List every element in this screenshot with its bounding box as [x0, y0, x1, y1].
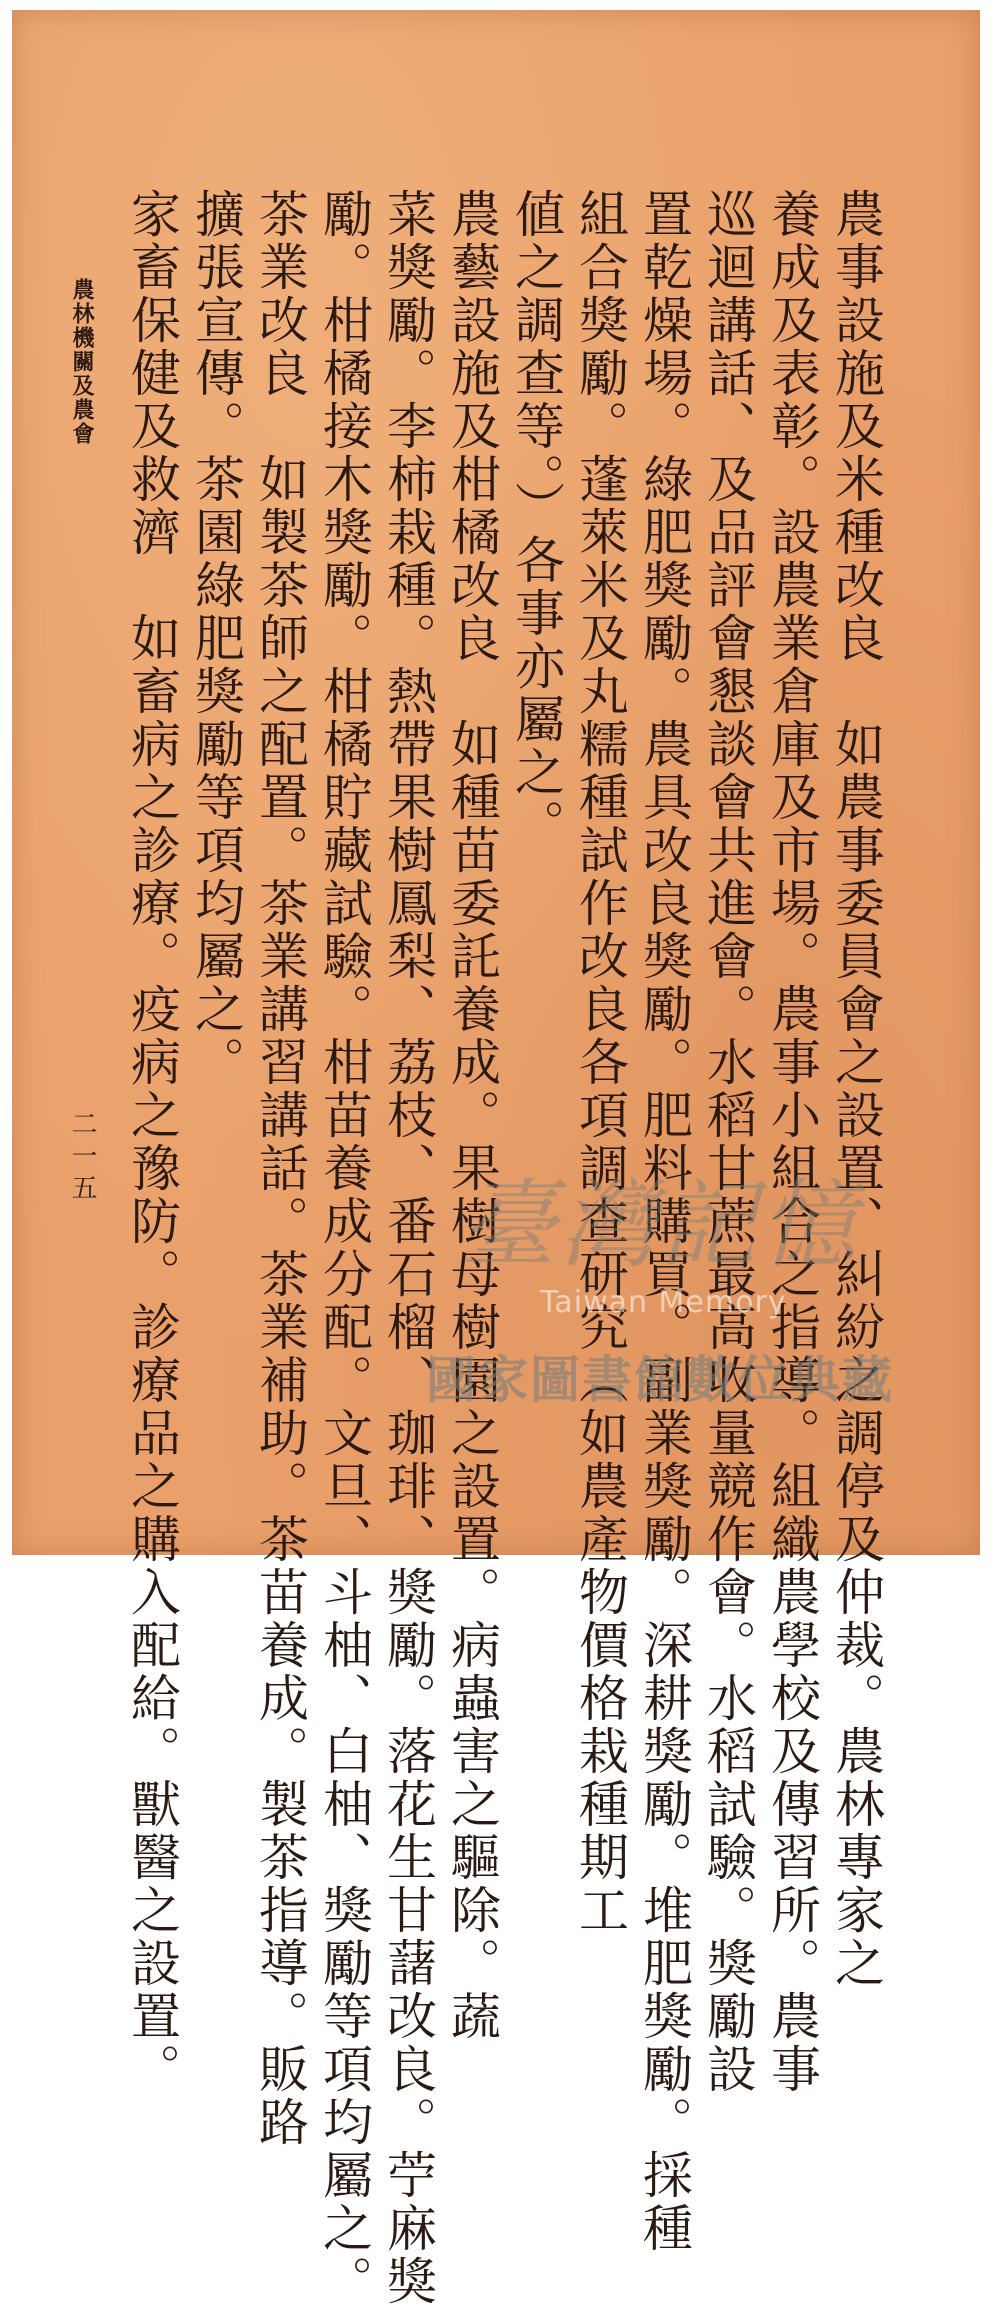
- text-column: 養成及表彰。設農業倉庫及市場。農事小組合之指導。組織農學校及傳習所。農事: [763, 188, 821, 2096]
- watermark-english: Taiwan Memory: [540, 1285, 787, 1320]
- text-column: 農事設施及米種改良 如農事委員會之設置、糾紛之調停及仲裁。農林專家之: [827, 188, 885, 1990]
- text-column: 値之調查等。）各事亦屬之。: [507, 188, 565, 852]
- text-column: 茶業改良 如製茶師之配置。茶業講習講話。茶業補助。茶苗養成。製茶指導。販路: [251, 188, 309, 2149]
- running-head: 農林機關及農會: [69, 278, 94, 446]
- document-page: [12, 10, 980, 2308]
- text-column: 組合獎勵。蓬萊米及丸糯種試作改良各項調查研究（如農產物價格栽種期工: [571, 188, 629, 1937]
- watermark-chinese: 國家圖書館數位典藏: [426, 1351, 894, 1409]
- watermark-logo: 臺灣記憶: [460, 1169, 860, 1281]
- text-column: 勵。柑橘接木獎勵。柑橘貯藏試驗。柑苗養成分配。文旦、斗柚、白柚、獎勵等項均屬之。: [315, 188, 373, 2308]
- text-column: 置乾燥場。綠肥獎勵。農具改良獎勵。肥料購買。副業獎勵。深耕獎勵。堆肥獎勵。採種: [635, 188, 693, 2255]
- text-column: 擴張宣傳。茶園綠肥獎勵等項均屬之。: [187, 188, 245, 1089]
- text-column: 巡迴講話、及品評會懇談會共進會。水稻甘蔗最高收量競作會。水稻試驗。獎勵設: [699, 188, 757, 2096]
- page-number: 二一五: [67, 1110, 97, 1206]
- text-column: 農藝設施及柑橘改良 如種苗委託養成。果樹母樹園之設置。病蟲害之驅除。蔬: [443, 188, 501, 2043]
- watermark: [420, 1170, 900, 1440]
- text-column: 家畜保健及救濟 如畜病之診療。疫病之豫防。診療品之購入配給。獸醫之設置。: [123, 188, 181, 2096]
- text-column: 菜獎勵。李柿栽種。熱帶果樹鳳梨、荔枝、番石榴、珈琲、獎勵。落花生甘藷改良。苧麻獎: [379, 188, 437, 2308]
